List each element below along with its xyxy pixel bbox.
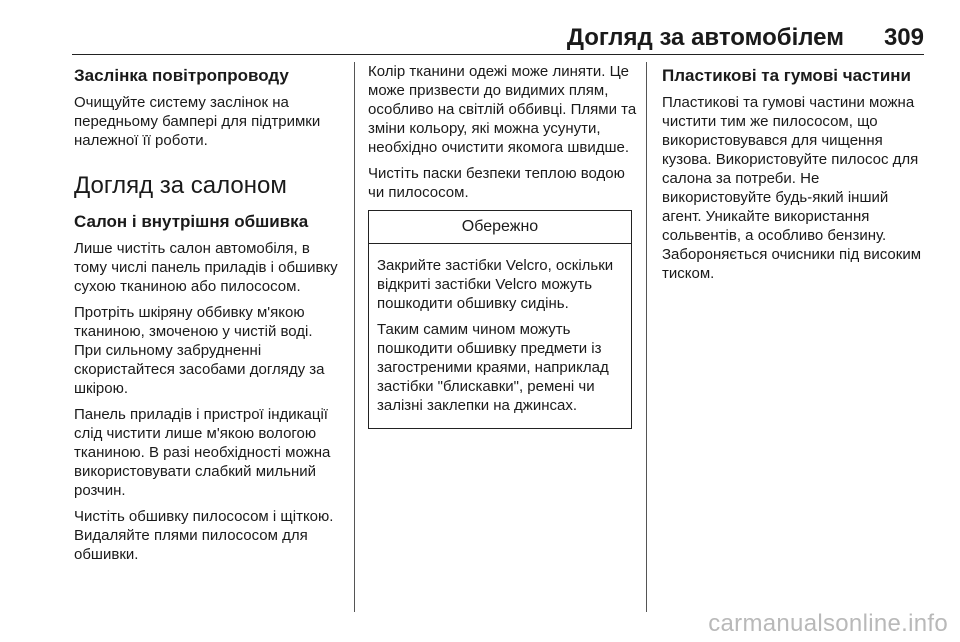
paragraph: Панель приладів і пристрої індикації слід чистити лише м'якою вологою тканиною. В разі необхідності можна використовувати слабкий мильний розчин. xyxy=(74,406,331,499)
header-rule xyxy=(72,54,924,55)
column-divider-1 xyxy=(354,62,355,612)
paragraph: Чистіть обшивку пилососом і щіткою. Видаляйте плями пилососом для обшивки. xyxy=(74,508,334,563)
paragraph: Лише чистіть салон автомобіля, в тому числі панель приладів і обшивку сухою тканиною або пилососом. xyxy=(74,240,338,295)
paragraph: Колір тканини одежі може линяти. Це може призвести до видимих плям, особливо на світлій оббивці. Плями та зміни кольору, які можна усунути, необхідно очистити якомога швидше. xyxy=(368,63,637,156)
page-number: 309 xyxy=(883,24,924,51)
column-1 xyxy=(74,62,340,571)
caution-body xyxy=(369,244,631,428)
page-header xyxy=(567,24,924,52)
chapter-title-interior-care: Догляд за салоном xyxy=(74,172,287,199)
paragraph: Очищуйте систему заслінок на передньому бампері для підтримки належної її роботи. xyxy=(74,94,321,149)
section-title-plastic-rubber: Пластикові та гумові частини xyxy=(662,66,911,85)
paragraph: Чистіть паски безпеки теплою водою чи пилососом. xyxy=(368,165,625,201)
caution-title: Обережно xyxy=(369,211,631,244)
section-title-interior-trim: Салон і внутрішня обшивка xyxy=(74,212,309,231)
column-3 xyxy=(662,62,930,290)
column-divider-2 xyxy=(646,62,647,612)
header-title: Догляд за автомобілем xyxy=(566,24,844,51)
caution-box xyxy=(368,210,632,429)
paragraph: Протріть шкіряну оббивку м'якою тканиною, змоченою у чистій воді. При сильному забрудненні скористайтеся засобами догляду за шкірою. xyxy=(74,304,325,397)
section-title-air-flap: Заслінка повітропроводу xyxy=(74,66,289,85)
paragraph: Закрийте застібки Velcro, оскільки відкриті застібки Velcro можуть пошкодити обшивку сидінь. xyxy=(377,257,614,312)
paragraph: Таким самим чином можуть пошкодити обшивку предмети із загостреними краями, наприклад застібки "блискавки", ремені чи залізні заклепки на джинсах. xyxy=(377,321,609,414)
column-2 xyxy=(368,62,638,429)
paragraph: Пластикові та гумові частини можна чистити тим же пилососом, що використовувався для чищення кузова. Використовуйте пилосос для салона за потреби. Не використовуйте будь-який інший агент. Уникайте використання сольвентів, а особливо бензину. Забороняється очисники під високим тиском. xyxy=(662,94,922,282)
watermark: carmanualsonline.info xyxy=(708,610,948,637)
